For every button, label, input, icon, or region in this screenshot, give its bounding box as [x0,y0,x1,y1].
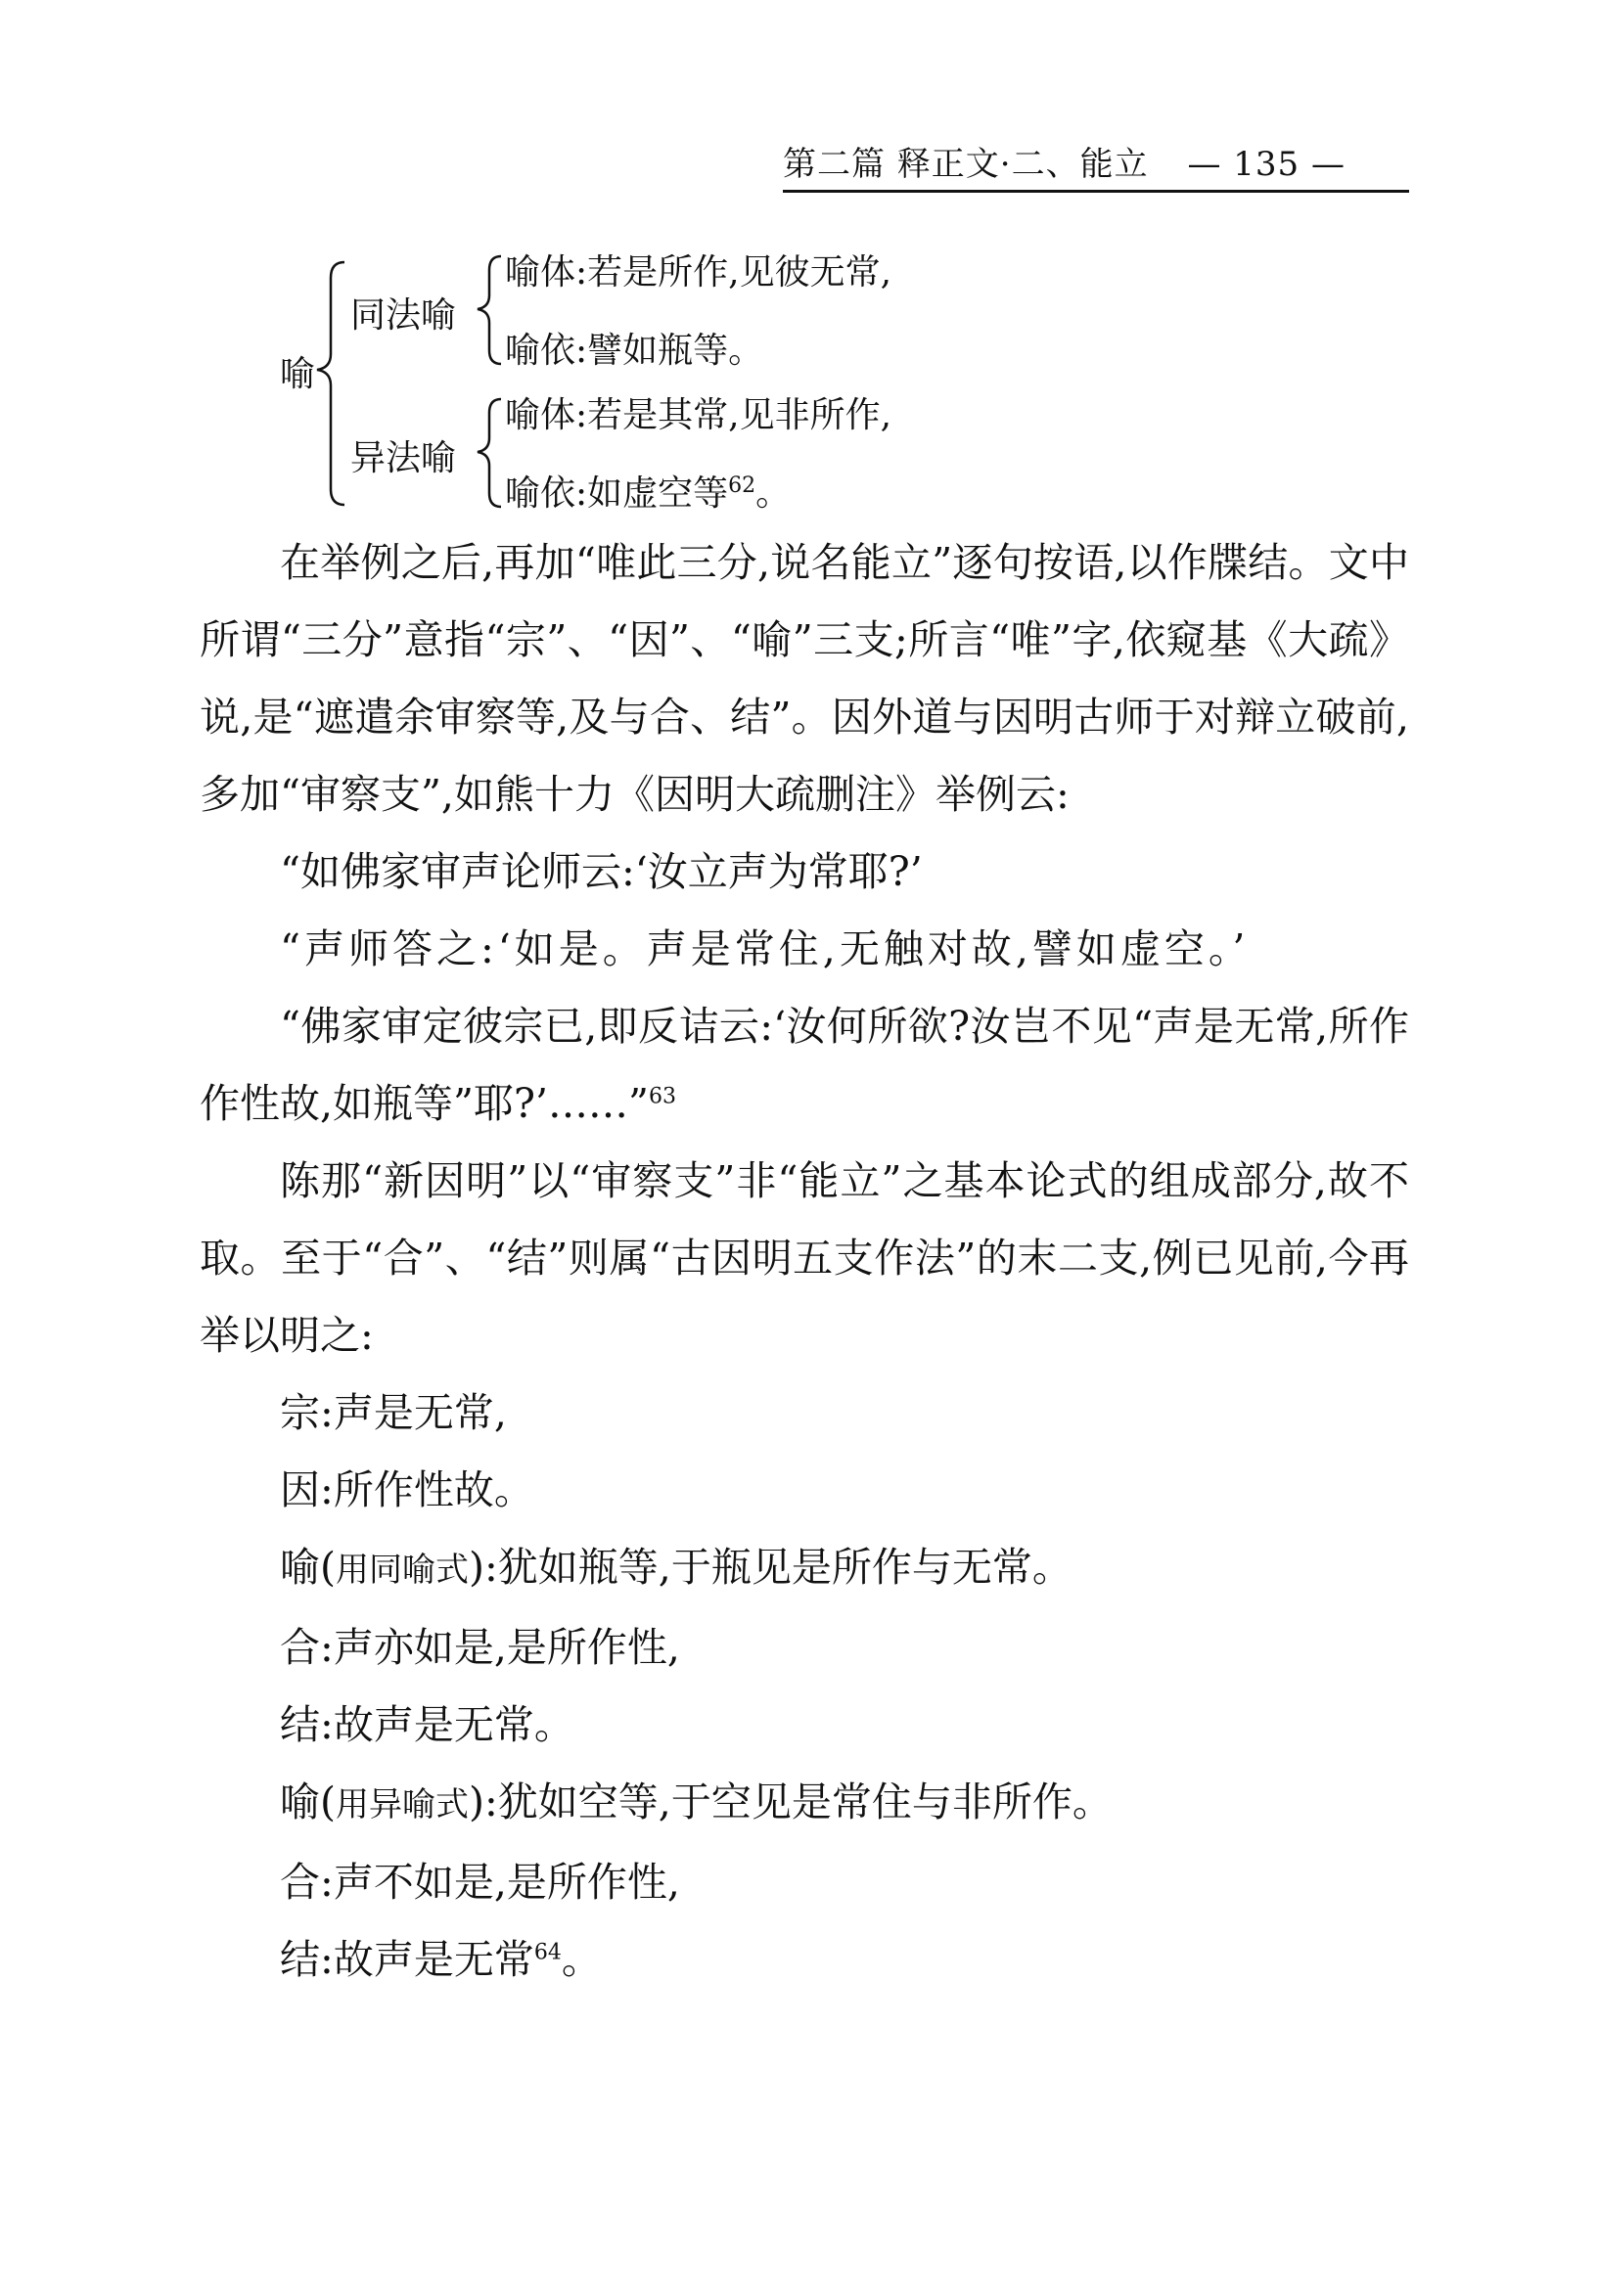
quote-3-text: “佛家审定彼宗已,即反诘云:‘汝何所欲?汝岂不见“声是无常,所作作性故,如瓶等”耶?’……” [200,1003,1409,1127]
yu2-head: 喻( [280,1778,336,1825]
analogy-bracket-diagram [274,245,1057,518]
syllogism-he-2: 合:声不如是,是所作性, [280,1859,680,1906]
syllogism-zong: 宗:声是无常, [280,1389,507,1436]
paragraph-1: 在举例之后,再加“唯此三分,说名能立”逐句按语,以作牒结。文中所谓“三分”意指“宗”、“因”、“喻”三支;所言“唯”字,依窥基《大疏》说,是“遮遣余审察等,及与合、结”。因外道与因明古师于对辩立破前,多加“审察支”,如熊十力《因明大疏删注》举例云: [200,539,1409,818]
yu1-head: 喻( [280,1544,336,1591]
syllogism-jie-1: 结:故声是无常。 [280,1701,574,1748]
footnote-marker-62: 62 [728,473,756,498]
yu1-note: 用同喻式 [336,1551,469,1590]
yi-fa-yu-label: 异法喻 [350,438,457,478]
footnote-marker-64: 64 [533,1940,562,1965]
syllogism-jie-2 [200,1921,1409,1999]
running-header [783,137,1409,185]
syllogism-yu-1 [200,1529,1409,1609]
yu2-note: 用异喻式 [336,1785,469,1824]
syllogism-he-1: 合:声亦如是,是所作性, [280,1624,680,1671]
yi-yu-yi-end: 。 [755,473,792,514]
header-page-number: — 135 — [1187,145,1346,184]
body-text [200,524,1409,1999]
tong-yu-yi: 喻依:譬如瓶等。 [505,331,764,371]
jie2-end: 。 [561,1936,602,1983]
header-title: 第二篇 释正文·二、能立 [783,145,1149,184]
tong-yu-ti: 喻体:若是所作,见彼无常, [505,252,892,293]
syllogism-yu-2 [200,1764,1409,1844]
yu1-tail: ):犹如瓶等,于瓶见是所作与无常。 [469,1544,1072,1591]
quote-2: “声师答之:‘如是。声是常住,无触对故,譬如虚空。’ [280,925,1250,972]
diagram-root-label: 喻 [280,354,316,394]
paragraph-4: 陈那“新因明”以“审察支”非“能立”之基本论式的组成部分,故不取。至于“合”、“结”则属“古因明五支作法”的末二支,例已见前,今再举以明之: [200,1157,1409,1359]
syllogism-yin: 因:所作性故。 [280,1466,534,1513]
yi-yu-yi [505,466,791,516]
tong-fa-yu-label: 同法喻 [350,295,457,336]
yu2-tail: ):犹如空等,于空见是常住与非所作。 [469,1778,1113,1825]
yi-yu-ti: 喻体:若是其常,见非所作, [505,395,892,435]
header-rule [783,190,1409,193]
footnote-marker-63: 63 [648,1084,676,1109]
quote-1: “如佛家审声论师云:‘汝立声为常耶?’ [280,848,923,895]
yi-yu-yi-text: 喻依:如虚空等 [505,473,729,514]
quote-3 [200,988,1409,1143]
jie2-text: 结:故声是无常 [280,1936,534,1983]
